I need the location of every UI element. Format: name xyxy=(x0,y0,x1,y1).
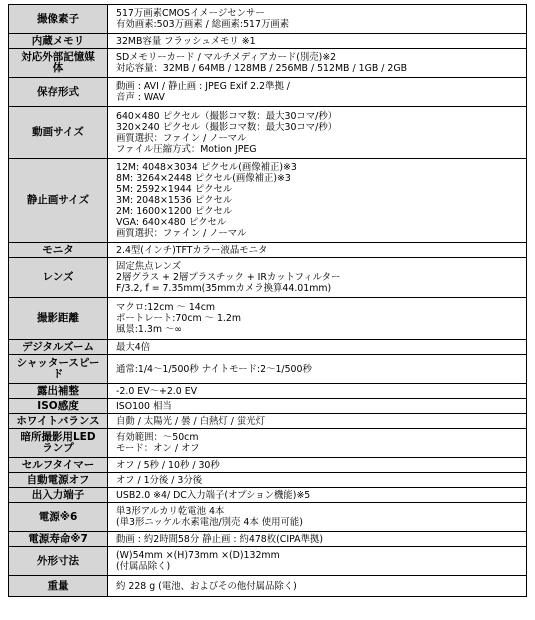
spec-value-line: 画質選択：ファイン / ノーマル xyxy=(116,132,247,144)
spec-value xyxy=(108,399,527,414)
spec-value-line: ポートレート:70cm 〜 1.2m xyxy=(116,313,242,324)
spec-row xyxy=(9,473,527,488)
spec-value xyxy=(108,488,527,503)
spec-value-line: 2層グラス + 2層プラスチック + IRカットフィルター xyxy=(116,272,341,283)
spec-value-line: 音声 : WAV xyxy=(116,92,165,103)
spec-value-line: 動画 : AVI / 静止画 : JPEG Exif 2.2準拠 / xyxy=(116,81,290,92)
spec-row xyxy=(9,547,527,576)
spec-table xyxy=(8,4,527,597)
spec-value-line: (W)54mm ×(H)73mm ×(D)132mm xyxy=(116,550,280,561)
spec-value xyxy=(108,458,527,473)
spec-row xyxy=(9,159,527,243)
spec-label-line: シャッタースピー xyxy=(16,357,100,369)
spec-label-line: 静止画サイズ xyxy=(26,194,90,206)
spec-value-line: 約 228 g (電池、およびその他付属品除く) xyxy=(116,580,297,592)
spec-value xyxy=(108,384,527,399)
spec-label-line: 電源寿命※7 xyxy=(28,532,88,545)
spec-value-line: 32MB容量 フラッシュメモリ ※1 xyxy=(116,35,256,47)
spec-value-line: 2M: 1600×1200 ピクセル xyxy=(116,206,233,217)
spec-row xyxy=(9,340,527,355)
spec-value-line: 風景:1.3m 〜∞ xyxy=(116,324,183,335)
spec-value-line: 自動 / 太陽光 / 曇 / 白熱灯 / 蛍光灯 xyxy=(116,415,265,427)
spec-value-line: 固定焦点レンズ xyxy=(116,261,182,272)
spec-value-line: 640×480 ピクセル（撮影コマ数：最大30コマ/秒） xyxy=(116,110,338,122)
spec-row xyxy=(9,78,527,107)
spec-row xyxy=(9,243,527,258)
spec-label xyxy=(9,107,108,159)
spec-value-line: 有効画素:503万画素 / 総画素:517万画素 xyxy=(116,19,290,30)
spec-label xyxy=(9,503,108,532)
spec-value xyxy=(108,243,527,258)
spec-row xyxy=(9,34,527,49)
spec-value-line: 最大4倍 xyxy=(116,341,151,353)
spec-value-line: オフ / 1分後 / 3分後 xyxy=(116,474,203,486)
spec-row xyxy=(9,414,527,429)
spec-label xyxy=(9,355,108,384)
spec-label-line: デジタルズーム xyxy=(21,340,95,353)
spec-label-line: ISO感度 xyxy=(37,399,79,412)
spec-row xyxy=(9,532,527,547)
spec-value-line: 通常:1/4〜1/500秒 ナイトモード:2〜1/500秒 xyxy=(116,363,312,375)
spec-label-line: セルフタイマー xyxy=(21,458,95,471)
spec-label xyxy=(9,34,108,49)
spec-label-line: 対応外部記憶媒 xyxy=(21,51,95,63)
spec-row xyxy=(9,298,527,340)
spec-label xyxy=(9,532,108,547)
spec-label-line: ホワイトバランス xyxy=(16,414,100,427)
spec-label-line: 出入力端子 xyxy=(31,488,85,501)
spec-row xyxy=(9,458,527,473)
spec-value xyxy=(108,473,527,488)
spec-label xyxy=(9,547,108,576)
spec-label xyxy=(9,384,108,399)
spec-label-line: 動画サイズ xyxy=(32,126,84,138)
spec-value xyxy=(108,107,527,159)
spec-value xyxy=(108,34,527,49)
spec-value-line: (単3形ニッケル水素電池/別売 4本 使用可能) xyxy=(116,517,303,528)
spec-label xyxy=(9,78,108,107)
spec-label-line: モニタ xyxy=(42,243,74,256)
spec-value xyxy=(108,159,527,243)
spec-row xyxy=(9,5,527,34)
spec-label xyxy=(9,473,108,488)
spec-label-line: 保存形式 xyxy=(37,85,79,98)
spec-value xyxy=(108,355,527,384)
spec-label-line: 外形寸法 xyxy=(37,554,79,567)
spec-value xyxy=(108,532,527,547)
spec-value-line: 5M: 2592×1944 ピクセル xyxy=(116,184,233,195)
spec-label xyxy=(9,429,108,458)
spec-label xyxy=(9,258,108,298)
spec-value-line: USB2.0 ※4/ DC入力端子(オプション機能)※5 xyxy=(116,489,311,501)
spec-label-line: 自動電源オフ xyxy=(26,473,90,486)
spec-label-line: ランプ xyxy=(42,442,74,454)
spec-value-line: 12M: 4048×3034 ピクセル(画像補正)※3 xyxy=(116,162,297,173)
spec-value xyxy=(108,547,527,576)
spec-label xyxy=(9,458,108,473)
spec-row xyxy=(9,49,527,78)
spec-value-line: 2.4型(インチ)TFTカラー液晶モニタ xyxy=(116,244,268,256)
spec-value xyxy=(108,340,527,355)
spec-row xyxy=(9,576,527,597)
spec-value-line: 3M: 2048×1536 ピクセル xyxy=(116,195,233,206)
spec-label xyxy=(9,488,108,503)
spec-label-line: 撮影距離 xyxy=(37,312,79,324)
spec-value-line: -2.0 EV〜+2.0 EV xyxy=(116,385,198,397)
spec-label xyxy=(9,5,108,34)
spec-value-line: 画質選択：ファイン / ノーマル xyxy=(116,228,247,239)
spec-label xyxy=(9,243,108,258)
spec-label xyxy=(9,399,108,414)
spec-label xyxy=(9,414,108,429)
spec-label-line: 電源※6 xyxy=(38,510,78,523)
spec-value-line: ファイル圧縮方式：Motion JPEG xyxy=(116,143,257,155)
spec-value-line: 動画 : 約2時間58分 静止画 : 約478枚(CIPA準拠) xyxy=(116,533,323,545)
spec-label-line: 内蔵メモリ xyxy=(31,34,85,47)
spec-value xyxy=(108,429,527,458)
spec-value-line: ISO100 相当 xyxy=(116,400,172,412)
spec-label-line: 暗所撮影用LED xyxy=(20,431,96,443)
spec-row xyxy=(9,384,527,399)
spec-label-line: 露出補整 xyxy=(37,384,79,397)
spec-label xyxy=(9,298,108,340)
spec-value-line: (付属品除く) xyxy=(116,561,171,572)
spec-value xyxy=(108,5,527,34)
spec-label-line: レンズ xyxy=(42,271,74,283)
spec-value xyxy=(108,78,527,107)
spec-value-line: 8M: 3264×2448 ピクセル(画像補正)※3 xyxy=(116,173,291,184)
spec-value-line: マクロ:12cm 〜 14cm xyxy=(116,302,216,313)
spec-label xyxy=(9,159,108,243)
spec-value-line: 有効範囲：〜50cm xyxy=(116,432,199,443)
spec-label-line: ド xyxy=(52,368,64,380)
spec-value xyxy=(108,503,527,532)
spec-value-line: VGA: 640×480 ピクセル xyxy=(116,217,227,228)
spec-value xyxy=(108,414,527,429)
spec-label xyxy=(9,340,108,355)
spec-value-line: 単3形アルカリ乾電池 4本 xyxy=(116,506,225,517)
spec-row xyxy=(9,488,527,503)
spec-row xyxy=(9,429,527,458)
spec-value-line: 320×240 ピクセル（撮影コマ数：最大30コマ/秒） xyxy=(116,121,338,133)
spec-label xyxy=(9,576,108,597)
spec-row xyxy=(9,399,527,414)
spec-label-line: 体 xyxy=(52,62,64,74)
spec-value xyxy=(108,298,527,340)
spec-label xyxy=(9,49,108,78)
spec-value-line: SDメモリーカード / マルチメディアカード(別売)※2 xyxy=(116,52,337,63)
spec-table-body xyxy=(9,5,527,597)
spec-value xyxy=(108,49,527,78)
spec-value-line: 517万画素CMOSイメージセンサー xyxy=(116,8,265,19)
spec-label-line: 撮像素子 xyxy=(37,12,79,25)
spec-value-line: モード：オン / オフ xyxy=(116,443,200,454)
spec-value-line: オフ / 5秒 / 10秒 / 30秒 xyxy=(116,459,220,471)
spec-row xyxy=(9,355,527,384)
spec-value xyxy=(108,576,527,597)
spec-value-line: F/3.2, f = 7.35mm(35mmカメラ換算44.01mm) xyxy=(116,283,332,294)
spec-label-line: 重量 xyxy=(47,579,69,592)
spec-value-line: 対応容量：32MB / 64MB / 128MB / 256MB / 512MB / 1GB / 2GB xyxy=(116,63,408,74)
spec-row xyxy=(9,107,527,159)
spec-value xyxy=(108,258,527,298)
spec-row xyxy=(9,503,527,532)
spec-row xyxy=(9,258,527,298)
